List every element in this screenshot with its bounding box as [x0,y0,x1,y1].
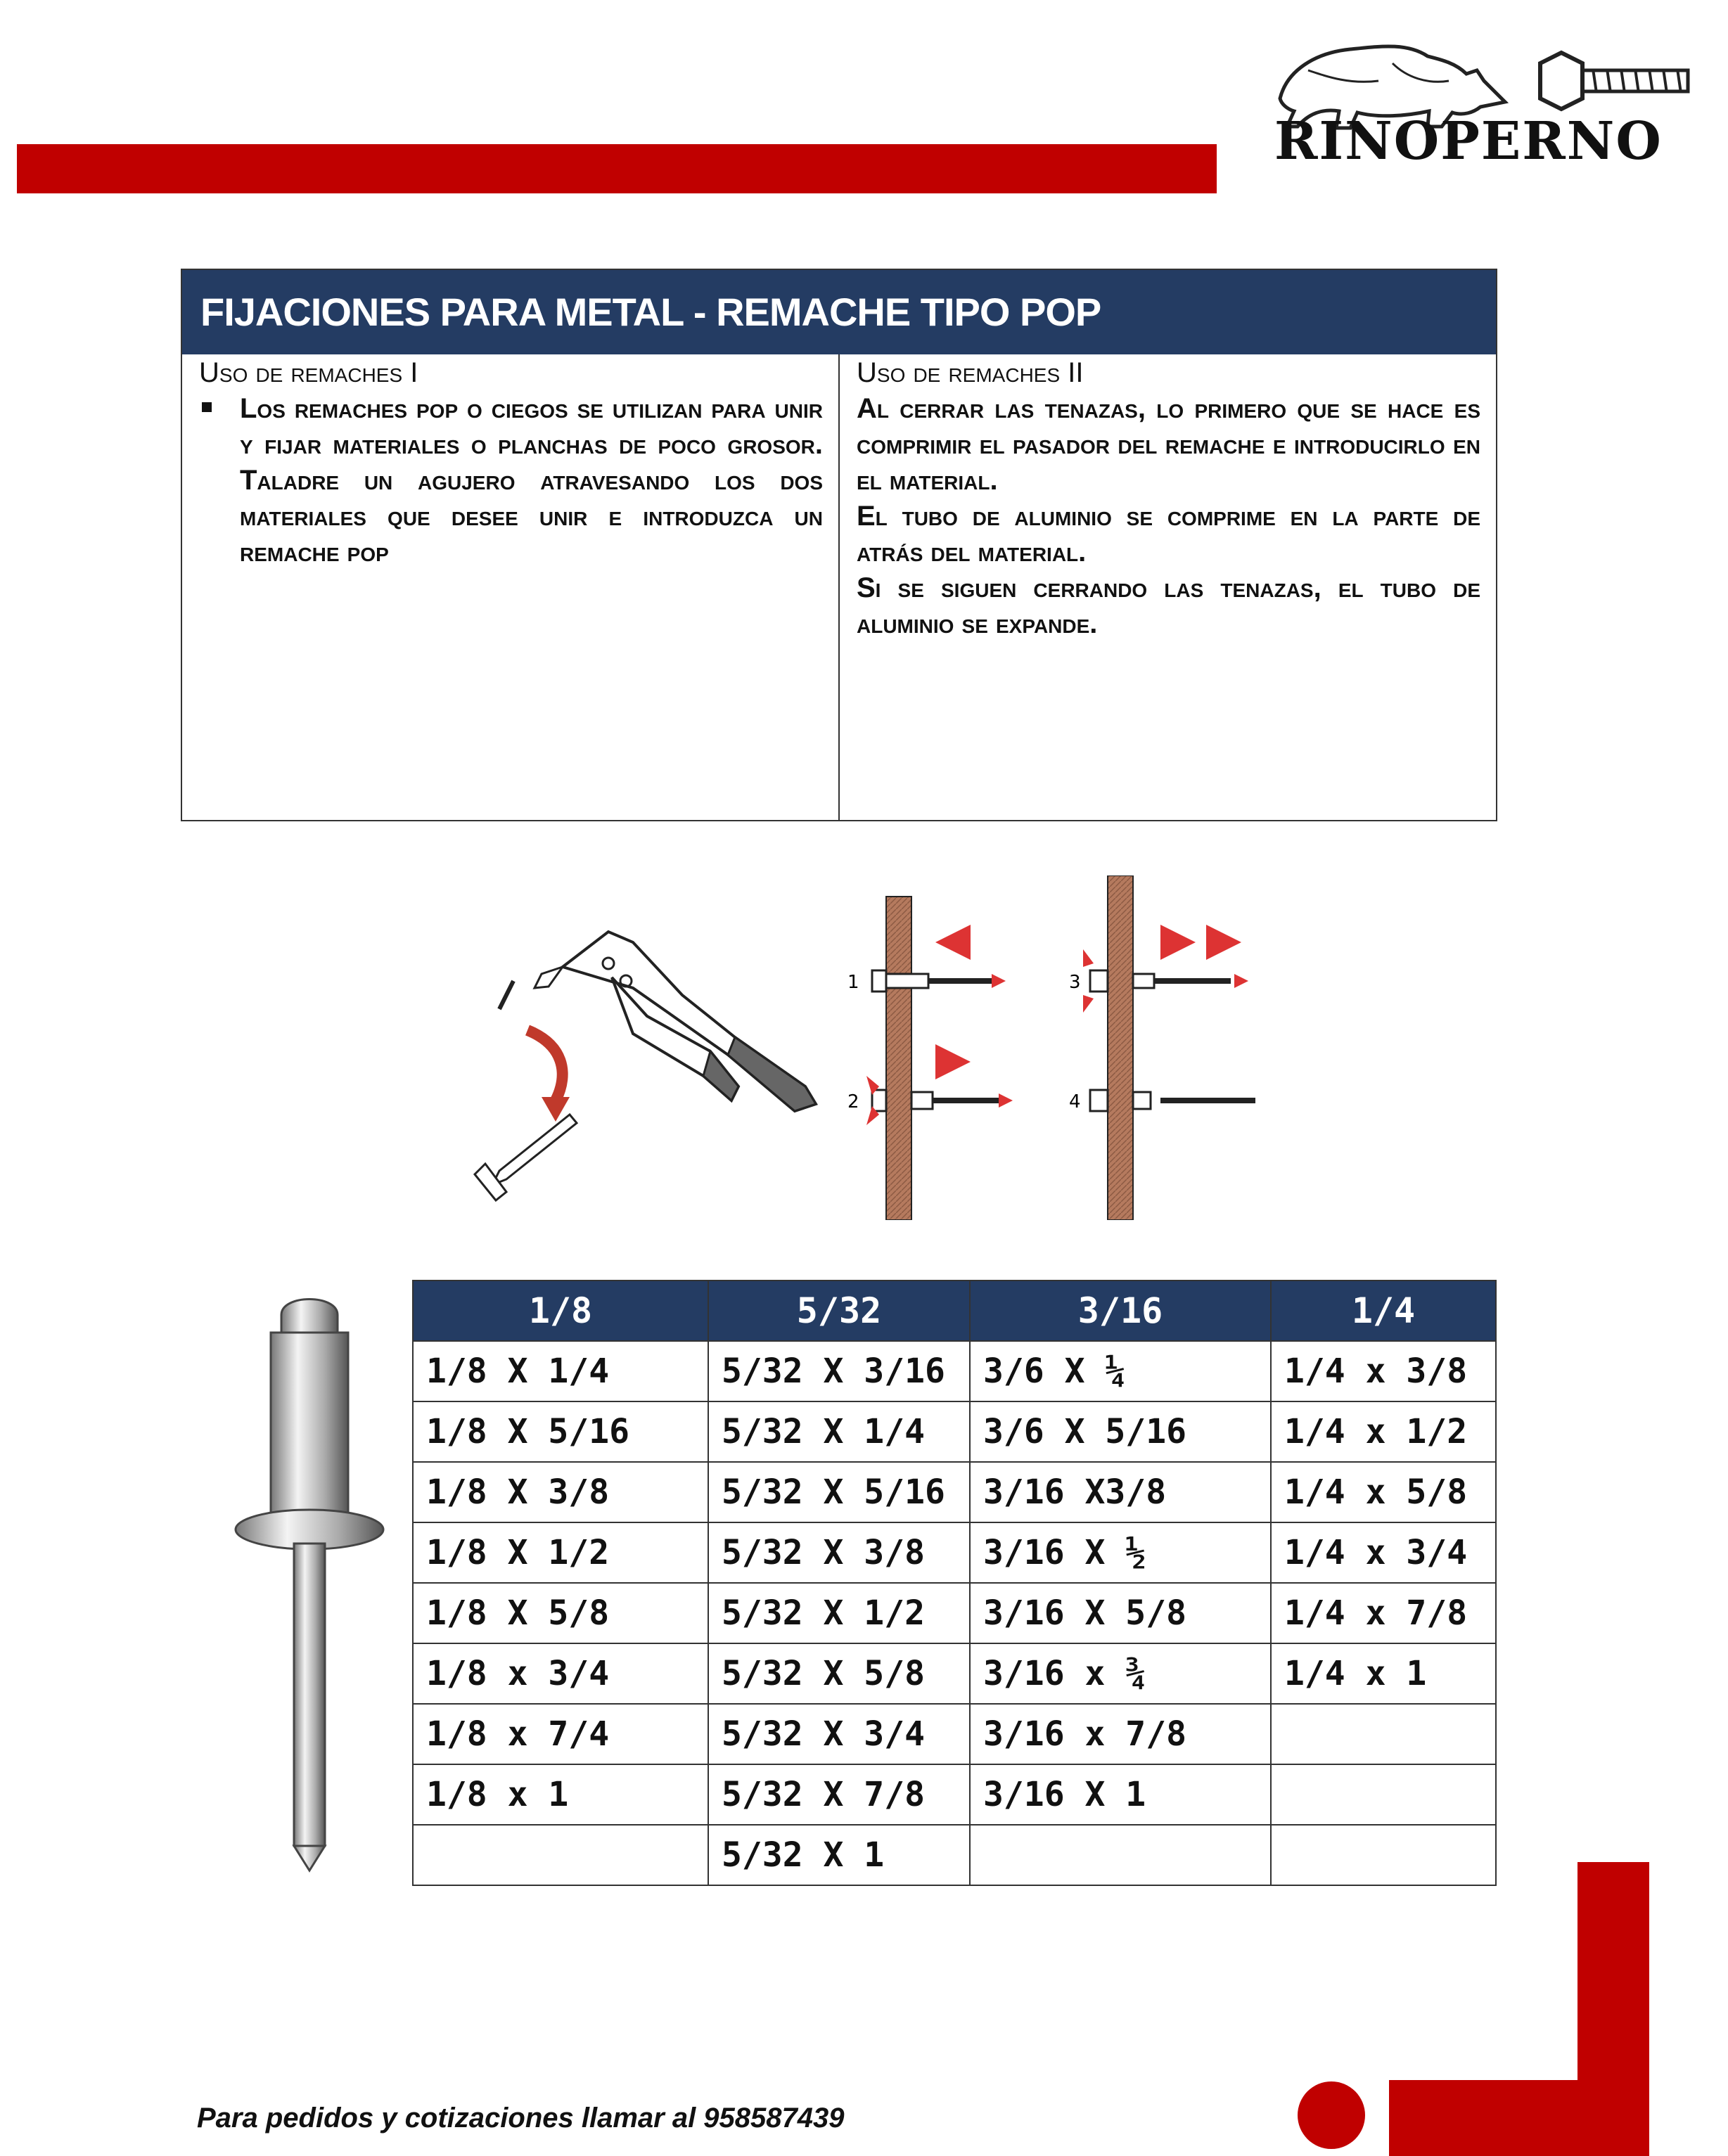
usage-text-2c: Si se siguen cerrando las tenazas, el tubo de aluminio se expande. [857,572,1480,639]
table-cell: 3/16 X 1 [970,1764,1271,1825]
table-cell: 1/8 X 5/16 [413,1401,708,1462]
table-header-row [413,1281,1496,1341]
brand-logo-text: RINOPERNO [1274,111,1663,172]
table-cell: 1/4 x 5/8 [1271,1462,1496,1522]
riveting-steps-diagram [457,875,1287,1220]
table-row [413,1583,1496,1643]
table-cell: 1/8 X 1/4 [413,1341,708,1401]
usage-heading-2: Uso de remaches II [857,357,1084,388]
table-cell [970,1825,1271,1885]
table-cell: 5/32 X 1 [708,1825,970,1885]
table-row [413,1522,1496,1583]
table-cell: 1/4 x 1/2 [1271,1401,1496,1462]
table-cell: 5/32 X 1/2 [708,1583,970,1643]
table-cell: 3/16 X3/8 [970,1462,1271,1522]
table-cell: 3/16 x ¾ [970,1643,1271,1704]
step-label-1: 1 [847,972,859,993]
header-red-bar [17,144,1217,193]
table-cell: 5/32 X 1/4 [708,1401,970,1462]
table-cell: 5/32 X 3/16 [708,1341,970,1401]
step-label-3: 3 [1069,972,1081,993]
column-header: 3/16 [970,1281,1271,1341]
step-label-2: 2 [847,1091,859,1112]
step-label-4: 4 [1069,1091,1081,1112]
corner-dot-icon [1298,2081,1365,2149]
table-cell: 3/16 x 7/8 [970,1704,1271,1764]
table-cell: 5/32 X 3/4 [708,1704,970,1764]
table-cell: 3/16 X 5/8 [970,1583,1271,1643]
pop-rivet-icon [232,1287,387,1878]
table-row [413,1462,1496,1522]
usage-text-2a: Al cerrar las tenazas, lo primero que se hace es comprimir el pasador del remache e introducirlo en el material. [857,393,1480,496]
table-row [413,1825,1496,1885]
table-cell: 1/4 x 7/8 [1271,1583,1496,1643]
column-header: 1/4 [1271,1281,1496,1341]
footer-contact-text: Para pedidos y cotizaciones llamar al 958587439 [197,2103,845,2133]
table-cell: 3/6 X ¼ [970,1341,1271,1401]
table-cell [1271,1825,1496,1885]
table-row [413,1401,1496,1462]
rivet-size-table [412,1280,1497,1886]
table-row [413,1643,1496,1704]
table-cell: 1/8 X 1/2 [413,1522,708,1583]
table-row [413,1341,1496,1401]
usage-text-1: Los remaches pop o ciegos se utilizan para unir y fijar materiales o planchas de poco grosor. Taladre un agujero atravesando los dos materiales que desee unir e introduzca un remache pop [240,393,823,567]
table-cell: 5/32 X 5/16 [708,1462,970,1522]
table-cell [1271,1704,1496,1764]
info-title: FIJACIONES PARA METAL - REMACHE TIPO POP [182,270,1496,354]
table-cell: 1/4 x 3/4 [1271,1522,1496,1583]
table-row [413,1704,1496,1764]
square-bullet-icon [202,402,212,412]
table-cell: 1/8 X 3/8 [413,1462,708,1522]
info-box [181,269,1497,821]
table-row [413,1764,1496,1825]
table-cell: 5/32 X 7/8 [708,1764,970,1825]
column-header: 1/8 [413,1281,708,1341]
table-cell: 3/16 X ½ [970,1522,1271,1583]
usage-heading-1: Uso de remaches I [199,357,418,388]
usage-text-2b: El tubo de aluminio se comprime en la parte de atrás del material. [857,501,1480,567]
usage-column-2 [838,354,1496,820]
table-cell [1271,1764,1496,1825]
corner-decoration-horizontal [1389,2080,1649,2156]
rivet-tool-icon [475,932,816,1200]
table-cell: 1/8 X 5/8 [413,1583,708,1643]
table-cell [413,1825,708,1885]
table-cell: 1/8 x 1 [413,1764,708,1825]
usage-column-1 [182,354,838,820]
table-cell: 5/32 X 3/8 [708,1522,970,1583]
table-cell: 3/6 X 5/16 [970,1401,1271,1462]
table-cell: 1/8 x 3/4 [413,1643,708,1704]
table-cell: 5/32 X 5/8 [708,1643,970,1704]
table-cell: 1/4 x 1 [1271,1643,1496,1704]
table-cell: 1/4 x 3/8 [1271,1341,1496,1401]
column-header: 5/32 [708,1281,970,1341]
table-cell: 1/8 x 7/4 [413,1704,708,1764]
